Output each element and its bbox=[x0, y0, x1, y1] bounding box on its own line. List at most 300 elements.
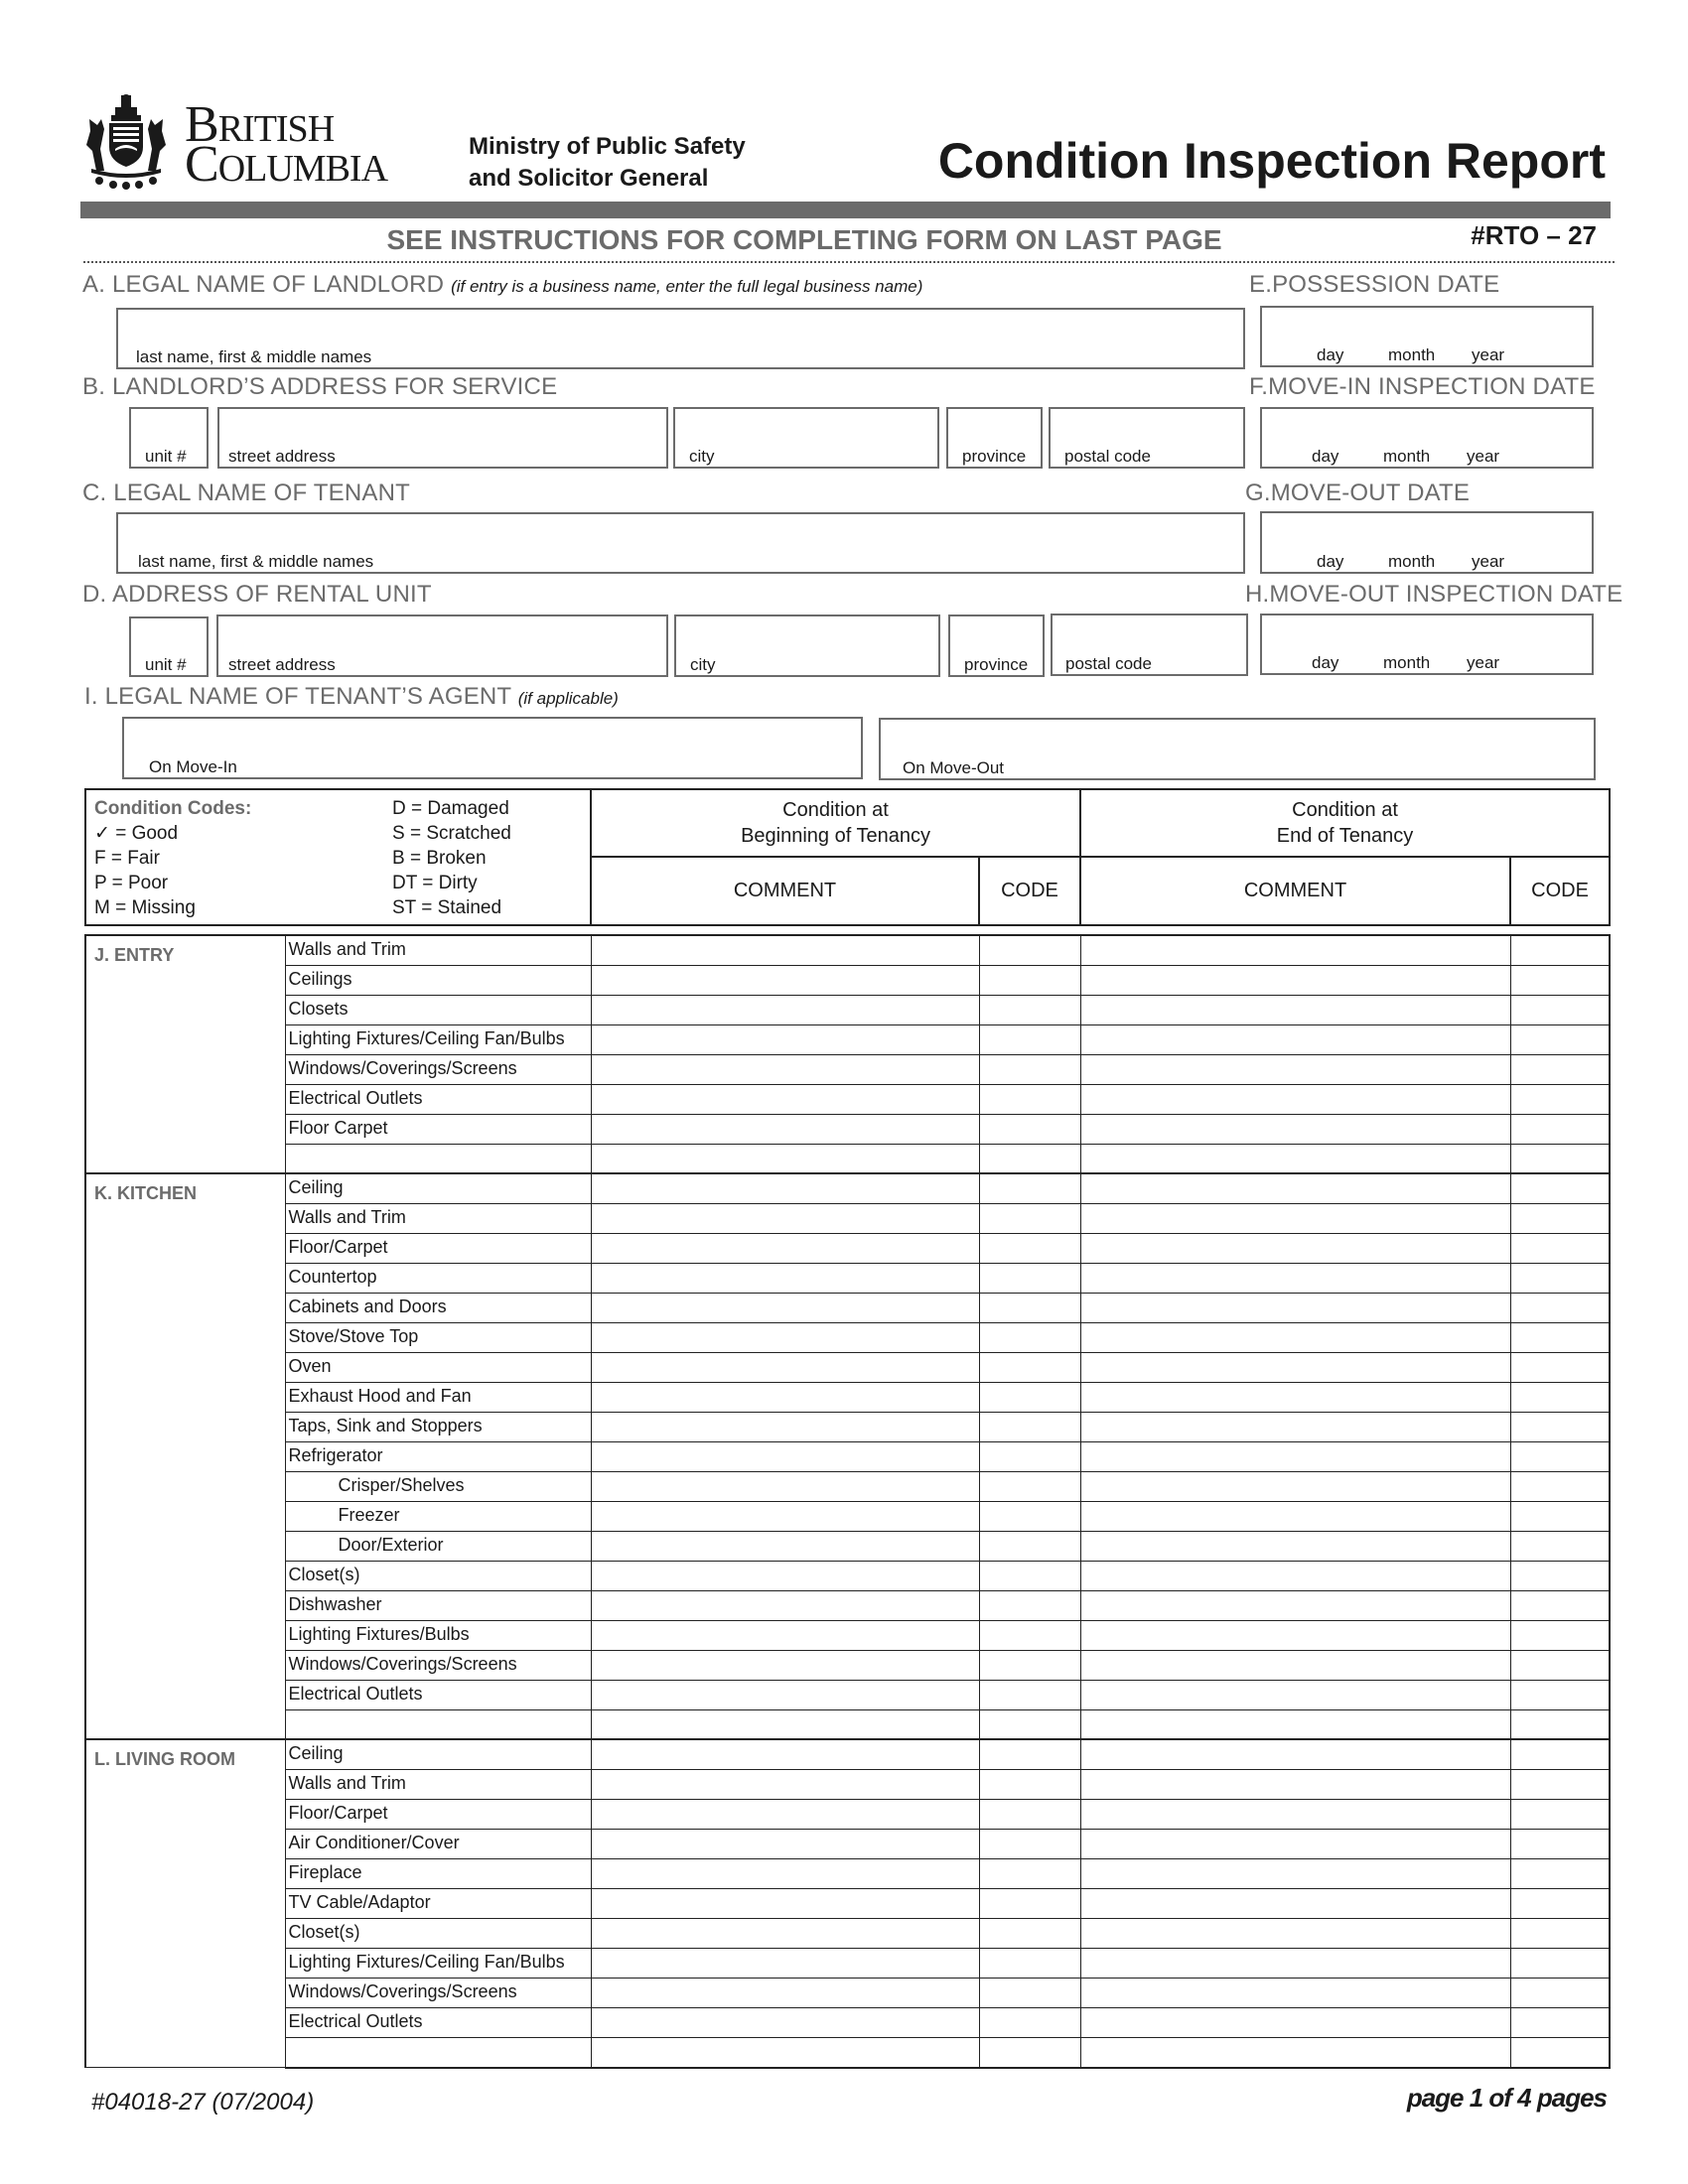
table-row bbox=[85, 1769, 1610, 1799]
agent-move-in-field[interactable] bbox=[122, 717, 863, 779]
day-hint: day bbox=[1312, 447, 1339, 466]
end-comment-cell[interactable] bbox=[1080, 1620, 1510, 1650]
legend-item: ✓ = Good bbox=[94, 823, 179, 844]
begin-comment-cell[interactable] bbox=[591, 1799, 979, 1829]
end-comment-cell[interactable] bbox=[1080, 1769, 1510, 1799]
begin-code-cell[interactable] bbox=[979, 1561, 1080, 1590]
legend-item: F = Fair bbox=[94, 848, 160, 869]
legend-item: M = Missing bbox=[94, 897, 196, 918]
end-code-cell[interactable] bbox=[1510, 1322, 1610, 1352]
end-code-cell[interactable] bbox=[1510, 1829, 1610, 1858]
ministry-line-1: Ministry of Public Safety bbox=[469, 133, 746, 160]
end-comment-cell[interactable] bbox=[1080, 1829, 1510, 1858]
end-code-cell[interactable] bbox=[1510, 1412, 1610, 1441]
begin-code-cell[interactable] bbox=[979, 1858, 1080, 1888]
end-comment-cell[interactable] bbox=[1080, 1471, 1510, 1501]
section-a-label bbox=[82, 273, 922, 297]
tenant-name-field[interactable] bbox=[116, 512, 1245, 574]
end-code-cell[interactable] bbox=[1510, 1293, 1610, 1322]
day-hint: day bbox=[1317, 552, 1344, 571]
end-comment-cell[interactable] bbox=[1080, 1680, 1510, 1709]
end-comment-cell[interactable] bbox=[1080, 1979, 1510, 2008]
field-hint: province bbox=[964, 655, 1029, 674]
legend-item: ST = Stained bbox=[392, 897, 502, 918]
rental-postal-field[interactable] bbox=[1051, 614, 1248, 676]
item-label bbox=[285, 2038, 591, 2068]
end-code-cell[interactable] bbox=[1510, 1620, 1610, 1650]
logo-british: BRITISH bbox=[185, 96, 335, 153]
begin-comment-cell[interactable] bbox=[591, 1054, 979, 1084]
item-label: Door/Exterior bbox=[285, 1531, 591, 1561]
end-code-cell[interactable] bbox=[1510, 1173, 1610, 1203]
begin-code-header: CODE bbox=[979, 857, 1080, 925]
month-hint: month bbox=[1383, 653, 1431, 672]
end-code-cell[interactable] bbox=[1510, 1739, 1610, 1769]
item-label: Stove/Stove Top bbox=[285, 1322, 591, 1352]
begin-code-cell[interactable] bbox=[979, 1501, 1080, 1531]
table-row bbox=[85, 1620, 1610, 1650]
end-code-cell[interactable] bbox=[1510, 1441, 1610, 1471]
begin-code-cell[interactable] bbox=[979, 1680, 1080, 1709]
begin-code-cell[interactable] bbox=[979, 1441, 1080, 1471]
item-label bbox=[285, 1709, 591, 1739]
landlord-city-field[interactable] bbox=[673, 407, 939, 469]
begin-comment-header: COMMENT bbox=[591, 857, 979, 925]
move-in-inspection-date-field[interactable] bbox=[1260, 407, 1594, 469]
begin-comment-cell[interactable] bbox=[591, 1293, 979, 1322]
end-code-cell[interactable] bbox=[1510, 1979, 1610, 2008]
section-g-label: G.MOVE-OUT DATE bbox=[1245, 479, 1471, 506]
form-number: #RTO – 27 bbox=[1471, 220, 1597, 250]
month-hint: month bbox=[1388, 552, 1436, 571]
end-comment-cell[interactable] bbox=[1080, 1084, 1510, 1114]
begin-comment-cell[interactable] bbox=[591, 2038, 979, 2068]
condition-codes-legend bbox=[85, 789, 591, 925]
begin-comment-cell[interactable] bbox=[591, 1650, 979, 1680]
table-row bbox=[85, 1471, 1610, 1501]
header-line: Condition at bbox=[782, 799, 889, 821]
begin-comment-cell[interactable] bbox=[591, 1561, 979, 1590]
table-row bbox=[85, 1829, 1610, 1858]
begin-comment-cell[interactable] bbox=[591, 995, 979, 1024]
end-code-cell[interactable] bbox=[1510, 1263, 1610, 1293]
end-code-cell[interactable] bbox=[1510, 995, 1610, 1024]
begin-code-cell[interactable] bbox=[979, 995, 1080, 1024]
end-comment-cell[interactable] bbox=[1080, 1382, 1510, 1412]
end-comment-cell[interactable] bbox=[1080, 935, 1510, 965]
end-comment-cell[interactable] bbox=[1080, 965, 1510, 995]
instructions-note: SEE INSTRUCTIONS FOR COMPLETING FORM ON LAST PAGE bbox=[386, 224, 1222, 255]
item-label: Refrigerator bbox=[285, 1441, 591, 1471]
table-row bbox=[85, 2008, 1610, 2038]
item-label: Closet(s) bbox=[285, 1561, 591, 1590]
end-comment-cell[interactable] bbox=[1080, 1650, 1510, 1680]
field-hint: unit # bbox=[145, 447, 187, 466]
end-code-cell[interactable] bbox=[1510, 2038, 1610, 2068]
table-row bbox=[85, 1979, 1610, 2008]
end-code-cell[interactable] bbox=[1510, 1382, 1610, 1412]
end-comment-cell[interactable] bbox=[1080, 2038, 1510, 2068]
begin-comment-cell[interactable] bbox=[591, 1739, 979, 1769]
begin-comment-cell[interactable] bbox=[591, 965, 979, 995]
table-row bbox=[85, 1233, 1610, 1263]
begin-comment-cell[interactable] bbox=[591, 1501, 979, 1531]
end-comment-cell[interactable] bbox=[1080, 1293, 1510, 1322]
year-hint: year bbox=[1467, 447, 1500, 466]
end-comment-cell[interactable] bbox=[1080, 1799, 1510, 1829]
item-label: Floor/Carpet bbox=[285, 1799, 591, 1829]
end-code-cell[interactable] bbox=[1510, 1561, 1610, 1590]
end-code-cell[interactable] bbox=[1510, 1799, 1610, 1829]
begin-code-cell[interactable] bbox=[979, 1889, 1080, 1919]
end-comment-cell[interactable] bbox=[1080, 2008, 1510, 2038]
rental-province-field[interactable] bbox=[948, 614, 1045, 677]
landlord-unit-field[interactable] bbox=[129, 407, 209, 469]
end-code-cell[interactable] bbox=[1510, 1590, 1610, 1620]
table-row bbox=[85, 1949, 1610, 1979]
begin-code-cell[interactable] bbox=[979, 2008, 1080, 2038]
end-code-cell[interactable] bbox=[1510, 1889, 1610, 1919]
begin-comment-cell[interactable] bbox=[591, 1024, 979, 1054]
month-hint: month bbox=[1388, 345, 1436, 364]
begin-code-cell[interactable] bbox=[979, 1829, 1080, 1858]
begin-comment-cell[interactable] bbox=[591, 2008, 979, 2038]
item-label: Oven bbox=[285, 1352, 591, 1382]
move-out-inspection-date-field[interactable] bbox=[1260, 614, 1594, 675]
header-line: Condition at bbox=[1292, 799, 1398, 821]
legend-item: P = Poor bbox=[94, 873, 169, 893]
begin-comment-cell[interactable] bbox=[591, 1590, 979, 1620]
end-code-cell[interactable] bbox=[1510, 965, 1610, 995]
begin-comment-cell[interactable] bbox=[591, 1263, 979, 1293]
table-row bbox=[85, 1203, 1610, 1233]
end-code-cell[interactable] bbox=[1510, 1650, 1610, 1680]
condition-header-table bbox=[84, 788, 1611, 926]
end-comment-cell[interactable] bbox=[1080, 1949, 1510, 1979]
room-section-label: K. KITCHEN bbox=[85, 1173, 285, 1739]
begin-code-cell[interactable] bbox=[979, 1024, 1080, 1054]
item-label: Freezer bbox=[285, 1501, 591, 1531]
item-label: Lighting Fixtures/Ceiling Fan/Bulbs bbox=[285, 1024, 591, 1054]
begin-code-cell[interactable] bbox=[979, 1949, 1080, 1979]
table-row bbox=[85, 1650, 1610, 1680]
item-label: Air Conditioner/Cover bbox=[285, 1829, 591, 1858]
page-indicator: page 1 of 4 pages bbox=[1406, 2083, 1607, 2113]
logo-columbia: COLUMBIA bbox=[185, 136, 388, 193]
end-code-cell[interactable] bbox=[1510, 1471, 1610, 1501]
end-comment-cell[interactable] bbox=[1080, 1858, 1510, 1888]
begin-code-cell[interactable] bbox=[979, 1203, 1080, 1233]
end-code-cell[interactable] bbox=[1510, 1709, 1610, 1739]
table-row bbox=[85, 1680, 1610, 1709]
end-code-cell[interactable] bbox=[1510, 1352, 1610, 1382]
item-label: Cabinets and Doors bbox=[285, 1293, 591, 1322]
item-label: Windows/Coverings/Screens bbox=[285, 1054, 591, 1084]
begin-comment-cell[interactable] bbox=[591, 1979, 979, 2008]
table-row bbox=[85, 1263, 1610, 1293]
field-hint: unit # bbox=[145, 655, 187, 674]
begin-comment-cell[interactable] bbox=[591, 1829, 979, 1858]
table-row bbox=[85, 935, 1610, 965]
possession-date-field[interactable] bbox=[1260, 306, 1594, 367]
begin-comment-cell[interactable] bbox=[591, 1919, 979, 1949]
landlord-postal-field[interactable] bbox=[1049, 407, 1245, 469]
item-label: Floor Carpet bbox=[285, 1114, 591, 1144]
item-label: Dishwasher bbox=[285, 1590, 591, 1620]
begin-comment-cell[interactable] bbox=[591, 1680, 979, 1709]
begin-code-cell[interactable] bbox=[979, 1471, 1080, 1501]
end-code-cell[interactable] bbox=[1510, 935, 1610, 965]
header-line: Beginning of Tenancy bbox=[741, 825, 930, 847]
field-hint: last name, first & middle names bbox=[138, 552, 374, 571]
begin-comment-cell[interactable] bbox=[591, 1084, 979, 1114]
end-comment-cell[interactable] bbox=[1080, 1919, 1510, 1949]
begin-comment-cell[interactable] bbox=[591, 1769, 979, 1799]
begin-comment-cell[interactable] bbox=[591, 1709, 979, 1739]
field-hint: On Move-In bbox=[149, 757, 237, 776]
item-label: Fireplace bbox=[285, 1858, 591, 1888]
begin-code-cell[interactable] bbox=[979, 965, 1080, 995]
begin-code-cell[interactable] bbox=[979, 1799, 1080, 1829]
begin-comment-cell[interactable] bbox=[591, 1858, 979, 1888]
item-label: Walls and Trim bbox=[285, 935, 591, 965]
item-label: Windows/Coverings/Screens bbox=[285, 1650, 591, 1680]
begin-code-cell[interactable] bbox=[979, 1293, 1080, 1322]
end-comment-cell[interactable] bbox=[1080, 1322, 1510, 1352]
end-comment-cell[interactable] bbox=[1080, 1531, 1510, 1561]
begin-code-cell[interactable] bbox=[979, 1919, 1080, 1949]
end-code-header: CODE bbox=[1510, 857, 1610, 925]
begin-comment-cell[interactable] bbox=[591, 1889, 979, 1919]
begin-code-cell[interactable] bbox=[979, 2038, 1080, 2068]
ministry-name bbox=[469, 131, 746, 195]
table-row bbox=[85, 1382, 1610, 1412]
header-divider-bar bbox=[80, 202, 1611, 218]
end-comment-cell[interactable] bbox=[1080, 1501, 1510, 1531]
end-comment-cell[interactable] bbox=[1080, 1352, 1510, 1382]
end-comment-cell[interactable] bbox=[1080, 1263, 1510, 1293]
end-code-cell[interactable] bbox=[1510, 1114, 1610, 1144]
end-code-cell[interactable] bbox=[1510, 1024, 1610, 1054]
field-hint: postal code bbox=[1064, 447, 1151, 466]
item-label: Lighting Fixtures/Ceiling Fan/Bulbs bbox=[285, 1949, 591, 1979]
item-label: Electrical Outlets bbox=[285, 1680, 591, 1709]
table-row bbox=[85, 995, 1610, 1024]
begin-code-cell[interactable] bbox=[979, 1382, 1080, 1412]
begin-comment-cell[interactable] bbox=[591, 1203, 979, 1233]
year-hint: year bbox=[1467, 653, 1500, 672]
table-row bbox=[85, 1412, 1610, 1441]
year-hint: year bbox=[1472, 345, 1505, 364]
rental-street-field[interactable] bbox=[216, 614, 668, 677]
section-b-label: B. LANDLORD’S ADDRESS FOR SERVICE bbox=[82, 373, 558, 400]
begin-comment-cell[interactable] bbox=[591, 1144, 979, 1173]
room-section-label: J. ENTRY bbox=[85, 935, 285, 1173]
begin-comment-cell[interactable] bbox=[591, 1382, 979, 1412]
end-comment-cell[interactable] bbox=[1080, 1412, 1510, 1441]
item-label: Electrical Outlets bbox=[285, 2008, 591, 2038]
item-label: Closet(s) bbox=[285, 1919, 591, 1949]
section-i-note: (if applicable) bbox=[517, 689, 619, 708]
table-row bbox=[85, 1024, 1610, 1054]
month-hint: month bbox=[1383, 447, 1431, 466]
item-label: Ceilings bbox=[285, 965, 591, 995]
table-row bbox=[85, 1709, 1610, 1739]
begin-code-cell[interactable] bbox=[979, 1084, 1080, 1114]
section-h-label: H.MOVE-OUT INSPECTION DATE bbox=[1245, 581, 1623, 608]
begin-code-cell[interactable] bbox=[979, 1173, 1080, 1203]
table-row bbox=[85, 1054, 1610, 1084]
table-row bbox=[85, 965, 1610, 995]
begin-code-cell[interactable] bbox=[979, 1114, 1080, 1144]
bc-coat-of-arms-icon bbox=[85, 93, 167, 191]
legend-item: S = Scratched bbox=[392, 823, 511, 844]
item-label: Walls and Trim bbox=[285, 1203, 591, 1233]
end-comment-cell[interactable] bbox=[1080, 1561, 1510, 1590]
begin-code-cell[interactable] bbox=[979, 1352, 1080, 1382]
end-code-cell[interactable] bbox=[1510, 1084, 1610, 1114]
end-code-cell[interactable] bbox=[1510, 1680, 1610, 1709]
end-comment-cell[interactable] bbox=[1080, 995, 1510, 1024]
table-row bbox=[85, 1114, 1610, 1144]
section-f-label: F.MOVE-IN INSPECTION DATE bbox=[1249, 373, 1596, 400]
section-c-label: C. LEGAL NAME OF TENANT bbox=[82, 479, 410, 506]
begin-comment-cell[interactable] bbox=[591, 1114, 979, 1144]
section-a-note: (if entry is a business name, enter the full legal business name) bbox=[451, 277, 923, 296]
end-of-tenancy-header bbox=[1080, 789, 1610, 857]
field-hint: street address bbox=[228, 447, 336, 466]
end-comment-cell[interactable] bbox=[1080, 1739, 1510, 1769]
begin-code-cell[interactable] bbox=[979, 1739, 1080, 1769]
table-row bbox=[85, 1293, 1610, 1322]
begin-comment-cell[interactable] bbox=[591, 935, 979, 965]
begin-comment-cell[interactable] bbox=[591, 1412, 979, 1441]
begin-code-cell[interactable] bbox=[979, 1650, 1080, 1680]
begin-comment-cell[interactable] bbox=[591, 1322, 979, 1352]
begin-code-cell[interactable] bbox=[979, 1709, 1080, 1739]
end-code-cell[interactable] bbox=[1510, 1769, 1610, 1799]
begin-comment-cell[interactable] bbox=[591, 1620, 979, 1650]
begin-code-cell[interactable] bbox=[979, 1531, 1080, 1561]
begin-code-cell[interactable] bbox=[979, 1590, 1080, 1620]
end-code-cell[interactable] bbox=[1510, 1233, 1610, 1263]
begin-code-cell[interactable] bbox=[979, 1769, 1080, 1799]
end-comment-cell[interactable] bbox=[1080, 1709, 1510, 1739]
end-comment-cell[interactable] bbox=[1080, 1024, 1510, 1054]
section-a-title: A. LEGAL NAME OF LANDLORD bbox=[82, 271, 445, 298]
legend-item: DT = Dirty bbox=[392, 873, 478, 893]
landlord-name-field[interactable] bbox=[116, 308, 1245, 369]
field-hint: province bbox=[962, 447, 1027, 466]
end-code-cell[interactable] bbox=[1510, 1949, 1610, 1979]
dotted-divider bbox=[83, 261, 1615, 263]
begin-comment-cell[interactable] bbox=[591, 1949, 979, 1979]
end-code-cell[interactable] bbox=[1510, 1501, 1610, 1531]
end-code-cell[interactable] bbox=[1510, 1144, 1610, 1173]
begin-comment-cell[interactable] bbox=[591, 1441, 979, 1471]
year-hint: year bbox=[1472, 552, 1505, 571]
end-comment-cell[interactable] bbox=[1080, 1889, 1510, 1919]
begin-comment-cell[interactable] bbox=[591, 1233, 979, 1263]
end-comment-cell[interactable] bbox=[1080, 1144, 1510, 1173]
end-comment-cell[interactable] bbox=[1080, 1114, 1510, 1144]
begin-code-cell[interactable] bbox=[979, 1412, 1080, 1441]
item-label: Floor/Carpet bbox=[285, 1233, 591, 1263]
move-out-date-field[interactable] bbox=[1260, 511, 1594, 574]
legend-item: B = Broken bbox=[392, 848, 487, 869]
end-comment-cell[interactable] bbox=[1080, 1203, 1510, 1233]
table-row bbox=[85, 1919, 1610, 1949]
item-label bbox=[285, 1144, 591, 1173]
end-comment-cell[interactable] bbox=[1080, 1233, 1510, 1263]
item-label: TV Cable/Adaptor bbox=[285, 1889, 591, 1919]
agent-move-out-field[interactable] bbox=[879, 718, 1596, 780]
begin-code-cell[interactable] bbox=[979, 1979, 1080, 2008]
day-hint: day bbox=[1312, 653, 1339, 672]
field-hint: On Move-Out bbox=[903, 758, 1005, 777]
item-label: Windows/Coverings/Screens bbox=[285, 1979, 591, 2008]
end-code-cell[interactable] bbox=[1510, 1858, 1610, 1888]
beginning-of-tenancy-header bbox=[591, 789, 1080, 857]
begin-code-cell[interactable] bbox=[979, 1322, 1080, 1352]
legend-title: Condition Codes: bbox=[94, 798, 252, 819]
field-hint: city bbox=[689, 447, 715, 466]
header-line: End of Tenancy bbox=[1276, 825, 1414, 847]
begin-code-cell[interactable] bbox=[979, 1144, 1080, 1173]
end-code-cell[interactable] bbox=[1510, 1203, 1610, 1233]
table-row bbox=[85, 1173, 1610, 1203]
end-comment-cell[interactable] bbox=[1080, 1590, 1510, 1620]
field-hint: city bbox=[690, 655, 716, 674]
rental-city-field[interactable] bbox=[674, 614, 940, 677]
end-comment-cell[interactable] bbox=[1080, 1054, 1510, 1084]
begin-comment-cell[interactable] bbox=[591, 1531, 979, 1561]
item-label: Lighting Fixtures/Bulbs bbox=[285, 1620, 591, 1650]
form-code: #04018-27 (07/2004) bbox=[91, 2089, 315, 2116]
begin-comment-cell[interactable] bbox=[591, 1471, 979, 1501]
field-hint: street address bbox=[228, 655, 336, 674]
landlord-province-field[interactable] bbox=[946, 407, 1043, 469]
table-row bbox=[85, 1590, 1610, 1620]
item-label: Ceiling bbox=[285, 1739, 591, 1769]
table-row bbox=[85, 1084, 1610, 1114]
begin-code-cell[interactable] bbox=[979, 935, 1080, 965]
begin-code-cell[interactable] bbox=[979, 1620, 1080, 1650]
end-code-cell[interactable] bbox=[1510, 1531, 1610, 1561]
begin-comment-cell[interactable] bbox=[591, 1173, 979, 1203]
legend-item: D = Damaged bbox=[392, 798, 509, 819]
item-label: Countertop bbox=[285, 1263, 591, 1293]
begin-code-cell[interactable] bbox=[979, 1233, 1080, 1263]
end-comment-cell[interactable] bbox=[1080, 1173, 1510, 1203]
end-code-cell[interactable] bbox=[1510, 2008, 1610, 2038]
begin-comment-cell[interactable] bbox=[591, 1352, 979, 1382]
room-section-label: L. LIVING ROOM bbox=[85, 1739, 285, 2067]
table-row bbox=[85, 1799, 1610, 1829]
end-comment-cell[interactable] bbox=[1080, 1441, 1510, 1471]
table-row bbox=[85, 1501, 1610, 1531]
end-code-cell[interactable] bbox=[1510, 1054, 1610, 1084]
end-code-cell[interactable] bbox=[1510, 1919, 1610, 1949]
begin-code-cell[interactable] bbox=[979, 1263, 1080, 1293]
begin-code-cell[interactable] bbox=[979, 1054, 1080, 1084]
item-label: Closets bbox=[285, 995, 591, 1024]
landlord-street-field[interactable] bbox=[217, 407, 668, 469]
rental-unit-field[interactable] bbox=[129, 616, 209, 677]
field-hint: last name, first & middle names bbox=[136, 347, 372, 366]
table-row bbox=[85, 1144, 1610, 1173]
table-row bbox=[85, 1531, 1610, 1561]
